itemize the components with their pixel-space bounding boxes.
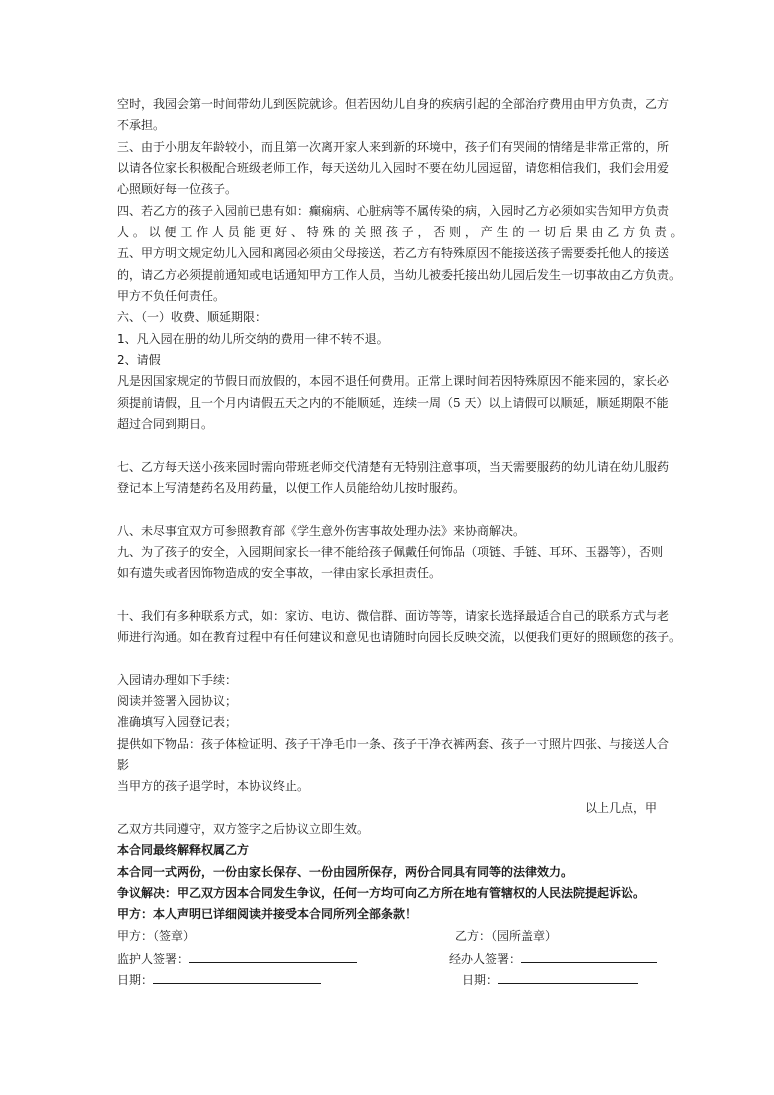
procedure-item: 阅读并签署入园协议；	[117, 694, 238, 708]
clause-6-heading: 六、（一）收费、顺延期限：	[117, 310, 268, 324]
clause-5-line: 甲方不负任何责任。	[117, 289, 226, 303]
leave-policy-line: 超过合同到期日。	[117, 417, 214, 431]
clause-10-line: 师进行沟通。如在教育过程中有任何建议和意见也请随时向园长反映交流，以便我们更好的照顾您的孩子。	[117, 630, 682, 644]
clause-7-line: 七、乙方每天送小孩来园时需向带班老师交代清楚有无特别注意事项，当天需要服药的幼儿请在幼儿服药	[117, 460, 670, 474]
date-right-label: 日期：	[462, 973, 499, 987]
handler-signature-row	[449, 949, 657, 967]
date-right-field[interactable]	[498, 970, 638, 984]
agreement-line: 以上几点，甲	[584, 801, 657, 815]
clause-9-line: 如有遗失或者因饰物造成的安全事故，一律由家长承担责任。	[117, 566, 442, 580]
clause-6-item-2: 2、请假	[117, 353, 161, 367]
paragraph-line: 不承担。	[117, 118, 166, 132]
declaration-clause: 甲方：本人声明已详细阅读并接受本合同所列全部条款！	[117, 907, 418, 921]
leave-policy-line: 须提前请假，且一个月内请假五天之内的不能顺延，连续一周（5 天）以上请假可以顺延，顺延期限不能	[117, 396, 669, 410]
party-b-label: 乙方：（园所盖章）	[455, 929, 558, 943]
clause-6-item-1: 1、凡入园在册的幼儿所交纳的费用一律不转不退。	[117, 332, 389, 346]
procedures-heading: 入园请办理如下手续：	[117, 673, 238, 687]
copies-clause: 本合同一式两份，一份由家长保存、一份由园所保存，两份合同具有同等的法律效力。	[117, 865, 574, 879]
guardian-signature-row	[117, 949, 357, 967]
termination-line: 当甲方的孩子退学时，本协议终止。	[117, 779, 310, 793]
paragraph-line: 空时，我园会第一时间带幼儿到医院就诊。但若因幼儿自身的疾病引起的全部治疗费用由甲方负责，乙方	[117, 97, 670, 111]
date-left-field[interactable]	[153, 970, 321, 984]
handler-signature-field[interactable]	[521, 949, 657, 963]
clause-10-line: 十、我们有多种联系方式，如：家访、电访、微信群、面访等等，请家长选择最适合自己的联系方式与老	[117, 609, 670, 623]
procedure-item: 准确填写入园登记表；	[117, 715, 238, 729]
clause-9-line: 九、为了孩子的安全，入园期间家长一律不能给孩子佩戴任何饰品（项链、手链、耳环、玉器等），否则	[117, 545, 664, 559]
clause-3-line: 心照顾好每一位孩子。	[117, 182, 238, 196]
clause-5-line: 五、甲方明文规定幼儿入园和离园必须由父母接送，若乙方有特殊原因不能接送孩子需要委托他人的接送	[117, 246, 670, 260]
clause-4-line: 四、若乙方的孩子入园前已患有如：癫痫病、心脏病等不属传染的病，入园时乙方必须如实告知甲方负责	[117, 204, 670, 218]
clause-7-line: 登记本上写清楚药名及用药量，以便工作人员能给幼儿按时服药。	[117, 481, 466, 495]
leave-policy-line: 凡是因国家规定的节假日而放假的，本园不退任何费用。正常上课时间若因特殊原因不能来园的，家长必	[117, 374, 670, 388]
party-a-label: 甲方：（签章）	[117, 929, 196, 943]
procedure-item: 提供如下物品：孩子体检证明、孩子干净毛巾一条、孩子干净衣裤两套、孩子一寸照片四张、与接送人合	[117, 737, 670, 751]
clause-4-line: 人 。 以 便 工 作 人 员 能 更 好 、 特 殊 的 关 照 孩 子 ， 否 则 ， 产 生 的 一 切 后 果 由 乙 方 负 责 。	[117, 225, 683, 239]
guardian-signature-field[interactable]	[189, 949, 357, 963]
interpretation-clause: 本合同最终解释权属乙方	[117, 843, 250, 857]
handler-signature-label: 经办人签署：	[449, 952, 522, 966]
guardian-signature-label: 监护人签署：	[117, 952, 190, 966]
agreement-line: 乙双方共同遵守，双方签字之后协议立即生效。	[117, 822, 370, 836]
clause-5-line: 的，请乙方必须提前通知或电话通知甲方工作人员，当幼儿被委托接出幼儿园后发生一切事故由乙方负责。	[117, 268, 682, 282]
clause-3-line: 三、由于小朋友年龄较小，而且第一次离开家人来到新的环境中，孩子们有哭闹的情绪是非常正常的，所	[117, 140, 670, 154]
dispute-clause: 争议解决：甲乙双方因本合同发生争议，任何一方均可向乙方所在地有管辖权的人民法院提起诉讼。	[117, 886, 646, 900]
clause-3-line: 以请各位家长积极配合班级老师工作，每天送幼儿入园时不要在幼儿园逗留，请您相信我们，我们会用爱	[117, 161, 670, 175]
date-right-row	[462, 970, 638, 988]
date-left-label: 日期：	[117, 973, 154, 987]
date-left-row	[117, 970, 321, 988]
procedure-item: 影	[117, 758, 130, 772]
clause-8-line: 八、未尽事宜双方可参照教育部《学生意外伤害事故处理办法》来协商解决。	[117, 524, 526, 538]
